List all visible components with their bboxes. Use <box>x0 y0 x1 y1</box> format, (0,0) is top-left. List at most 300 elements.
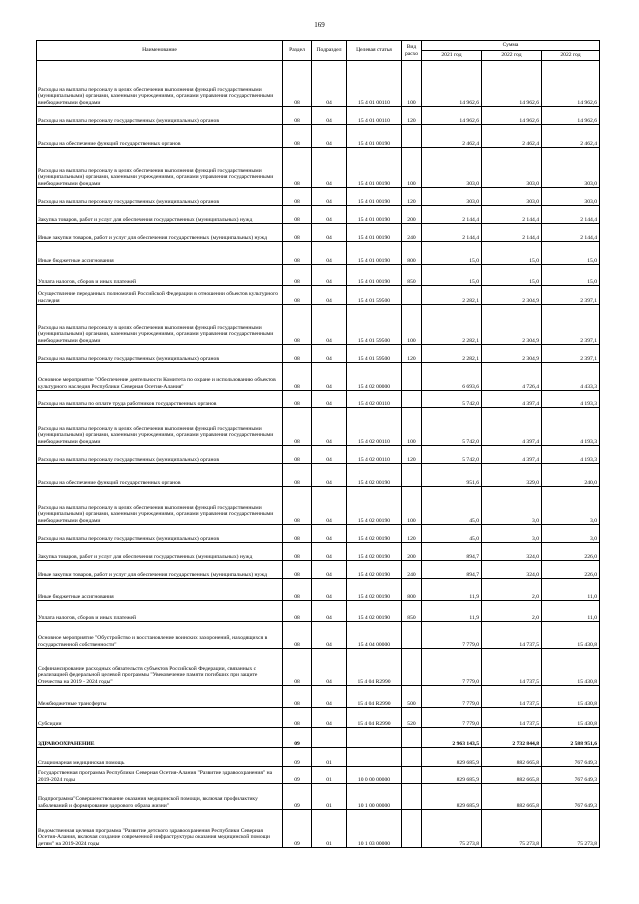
row-sum-2022: 75 273,8 <box>482 810 542 848</box>
row-target: 15 4 02 00190 <box>347 543 402 561</box>
row-sum-2021: 5 742,0 <box>422 446 482 464</box>
row-name: Расходы на выплаты персоналу в целях обеспечения выполнения функций государственными (муниципальными) органами, казенными учреждениями, органами управления государственными внебюджетными фондами <box>37 61 283 107</box>
row-kind: 100 <box>402 305 422 345</box>
row-kind <box>402 784 422 810</box>
row-sum-2022: 303,0 <box>482 148 542 188</box>
table-row <box>37 708 600 728</box>
row-subsection: 04 <box>312 446 347 464</box>
row-name: Основное мероприятие "Обустройство и восстановление воинских захоронений, находящихся в государственной собственности" <box>37 622 283 649</box>
row-section: 08 <box>283 61 312 107</box>
row-sum-2022: 3,0 <box>482 525 542 543</box>
table-row <box>37 525 600 543</box>
row-sum-2022: 2,0 <box>482 579 542 601</box>
row-name: Закупка товаров, работ и услуг для обеспечения государственных (муниципальных) нужд <box>37 543 283 561</box>
row-section: 08 <box>283 391 312 408</box>
row-sum-2021: 829 685,9 <box>422 767 482 784</box>
row-name: Расходы на выплаты персоналу государственных (муниципальных) органов <box>37 446 283 464</box>
row-sum-2022: 15,0 <box>482 265 542 286</box>
table-row <box>37 305 600 345</box>
table-row <box>37 767 600 784</box>
row-section: 08 <box>283 561 312 579</box>
row-name: Расходы на выплаты персоналу государственных (муниципальных) органов <box>37 525 283 543</box>
row-target: 15 4 02 00110 <box>347 446 402 464</box>
row-section: 09 <box>283 748 312 767</box>
table-row <box>37 206 600 224</box>
row-subsection: 04 <box>312 601 347 622</box>
row-target: 15 4 01 00190 <box>347 148 402 188</box>
header-sum: Сумма <box>422 41 600 51</box>
row-name: Основное мероприятие "Обеспечение деятельности Комитета по охране и использованию объектов культурного наследия Республики Северная Осетия-Алания" <box>37 363 283 391</box>
row-sum-2023: 767 649,3 <box>542 784 600 810</box>
row-sum-2023: 2 144,4 <box>542 206 600 224</box>
row-sum-2021: 6 693,6 <box>422 363 482 391</box>
row-name: Ведомственная целевая программа "Развитие детского здравоохранения Республики Северная Осетия-Алания, включая создание современной инфраструктуры оказания медицинской помощи детям" на 2019-2024 годы <box>37 810 283 848</box>
row-subsection: 04 <box>312 561 347 579</box>
row-section: 08 <box>283 345 312 363</box>
row-kind: 120 <box>402 525 422 543</box>
row-subsection: 04 <box>312 363 347 391</box>
header-year-2023: 2022 год <box>542 51 600 61</box>
row-sum-2022: 882 665,8 <box>482 767 542 784</box>
row-sum-2022: 2 144,4 <box>482 206 542 224</box>
row-target: 15 4 02 00000 <box>347 363 402 391</box>
row-kind <box>402 622 422 649</box>
row-target: 10 0 00 00000 <box>347 767 402 784</box>
row-kind: 520 <box>402 708 422 728</box>
row-section: 09 <box>283 810 312 848</box>
row-sum-2023: 14 962,6 <box>542 107 600 125</box>
row-kind <box>402 748 422 767</box>
row-name: Расходы на выплаты персоналу государственных (муниципальных) органов <box>37 345 283 363</box>
row-section: 08 <box>283 543 312 561</box>
row-sum-2021: 15,0 <box>422 242 482 265</box>
row-name: Иные закупки товаров, работ и услуг для обеспечения государственных (муниципальных) нужд <box>37 224 283 242</box>
row-subsection: 04 <box>312 708 347 728</box>
row-sum-2023: 75 273,8 <box>542 810 600 848</box>
row-section: 08 <box>283 107 312 125</box>
row-sum-2022: 2 462,4 <box>482 125 542 148</box>
row-target: 15 4 02 00190 <box>347 525 402 543</box>
row-subsection: 04 <box>312 125 347 148</box>
row-sum-2022: 3,0 <box>482 487 542 525</box>
row-kind: 100 <box>402 408 422 446</box>
row-sum-2021: 951,6 <box>422 464 482 487</box>
row-name: ЗДРАВООХРАНЕНИЕ <box>37 728 283 748</box>
row-section: 08 <box>283 206 312 224</box>
row-name: Подпрограмма"Совершенствование оказания медицинской помощи, включая профилактику заболеваний и формирование здорового образа жизни" <box>37 784 283 810</box>
row-name: Иные бюджетные ассигнования <box>37 579 283 601</box>
row-sum-2022: 324,0 <box>482 561 542 579</box>
row-sum-2022: 303,0 <box>482 188 542 206</box>
header-target: Целевая статья <box>347 41 402 61</box>
row-target: 15 4 01 00190 <box>347 265 402 286</box>
row-name: Иные бюджетные ассигнования <box>37 242 283 265</box>
row-section: 08 <box>283 525 312 543</box>
row-sum-2021: 11,9 <box>422 579 482 601</box>
table-row <box>37 363 600 391</box>
row-sum-2023: 4 193,3 <box>542 446 600 464</box>
row-section: 08 <box>283 286 312 305</box>
row-name: Расходы на выплаты персоналу в целях обеспечения выполнения функций государственными (муниципальными) органами, казенными учреждениями, органами управления государственными внебюджетными фондами <box>37 408 283 446</box>
row-sum-2021: 894,7 <box>422 561 482 579</box>
row-sum-2022: 14 737,5 <box>482 649 542 686</box>
row-kind <box>402 464 422 487</box>
row-sum-2022: 4 726,4 <box>482 363 542 391</box>
table-row <box>37 408 600 446</box>
row-sum-2021: 829 685,9 <box>422 784 482 810</box>
row-sum-2022: 14 737,5 <box>482 708 542 728</box>
header-year-2021: 2021 год <box>422 51 482 61</box>
row-subsection: 04 <box>312 622 347 649</box>
row-subsection: 04 <box>312 464 347 487</box>
row-kind <box>402 286 422 305</box>
row-sum-2023: 15,0 <box>542 242 600 265</box>
row-name: Межбюджетные трансферты <box>37 686 283 708</box>
row-subsection: 04 <box>312 686 347 708</box>
row-sum-2023: 4 433,3 <box>542 363 600 391</box>
row-kind: 500 <box>402 686 422 708</box>
row-sum-2023: 226,0 <box>542 543 600 561</box>
table-row <box>37 125 600 148</box>
table-row <box>37 107 600 125</box>
row-subsection: 04 <box>312 391 347 408</box>
row-sum-2021: 2 282,1 <box>422 305 482 345</box>
row-section: 08 <box>283 224 312 242</box>
row-subsection: 01 <box>312 784 347 810</box>
row-sum-2021: 75 273,8 <box>422 810 482 848</box>
row-subsection: 04 <box>312 525 347 543</box>
row-subsection: 01 <box>312 748 347 767</box>
row-section: 08 <box>283 408 312 446</box>
table-row <box>37 345 600 363</box>
row-sum-2023: 15 430,8 <box>542 686 600 708</box>
header-name: Наименование <box>37 41 283 61</box>
row-target: 15 4 02 00110 <box>347 391 402 408</box>
row-sum-2022: 324,0 <box>482 543 542 561</box>
header-subsection: Подраздел <box>312 41 347 61</box>
row-name: Софинансирование расходных обязательств субъектов Российской Федерации, связанных с реализацией федеральной целевой программы "Увековечение памяти погибших при защите Отечества на 2019 - 2024 годы" <box>37 649 283 686</box>
row-sum-2021: 2 144,4 <box>422 224 482 242</box>
row-kind <box>402 810 422 848</box>
row-target: 15 4 01 00110 <box>347 107 402 125</box>
table-row <box>37 265 600 286</box>
row-subsection: 04 <box>312 649 347 686</box>
row-name: Расходы на выплаты персоналу государственных (муниципальных) органов <box>37 107 283 125</box>
row-subsection: 04 <box>312 206 347 224</box>
row-kind: 240 <box>402 224 422 242</box>
row-subsection: 01 <box>312 767 347 784</box>
row-kind: 100 <box>402 487 422 525</box>
table-row <box>37 748 600 767</box>
row-sum-2022: 14 962,6 <box>482 107 542 125</box>
row-sum-2023: 3,0 <box>542 487 600 525</box>
table-row <box>37 728 600 748</box>
row-sum-2022: 4 397,4 <box>482 446 542 464</box>
row-sum-2023: 11,0 <box>542 601 600 622</box>
row-sum-2022: 2 304,9 <box>482 305 542 345</box>
row-subsection: 04 <box>312 305 347 345</box>
header-kind: Вид расхо <box>402 41 422 61</box>
row-sum-2023: 3,0 <box>542 525 600 543</box>
header-year-2022: 2022 год <box>482 51 542 61</box>
row-subsection: 04 <box>312 579 347 601</box>
row-sum-2023: 2 144,4 <box>542 224 600 242</box>
row-sum-2022: 882 665,8 <box>482 748 542 767</box>
table-row <box>37 224 600 242</box>
header-section: Раздел <box>283 41 312 61</box>
row-subsection: 04 <box>312 408 347 446</box>
row-sum-2021: 2 462,4 <box>422 125 482 148</box>
row-sum-2022: 2,0 <box>482 601 542 622</box>
row-sum-2023: 226,0 <box>542 561 600 579</box>
row-sum-2023: 15,0 <box>542 265 600 286</box>
row-target: 15 4 01 00190 <box>347 188 402 206</box>
row-name: Уплата налогов, сборов и иных платежей <box>37 601 283 622</box>
row-kind: 120 <box>402 188 422 206</box>
row-sum-2022: 882 665,8 <box>482 784 542 810</box>
row-sum-2023: 303,0 <box>542 148 600 188</box>
row-target: 15 4 02 00190 <box>347 561 402 579</box>
row-target: 10 1 03 00000 <box>347 810 402 848</box>
row-sum-2023: 14 962,6 <box>542 61 600 107</box>
table-body <box>37 61 600 848</box>
row-sum-2023: 11,0 <box>542 579 600 601</box>
row-sum-2023: 15 430,8 <box>542 649 600 686</box>
row-kind <box>402 649 422 686</box>
row-sum-2021: 11,9 <box>422 601 482 622</box>
row-sum-2021: 7 779,0 <box>422 686 482 708</box>
row-kind: 850 <box>402 601 422 622</box>
row-target: 15 4 04 00000 <box>347 622 402 649</box>
row-name: Государственная программа Республики Северная Осетия-Алания "Развитие здравоохранения" на 2019-2024 годы <box>37 767 283 784</box>
table-row <box>37 286 600 305</box>
row-kind: 200 <box>402 543 422 561</box>
row-target: 10 1 00 00000 <box>347 784 402 810</box>
row-sum-2021: 45,0 <box>422 487 482 525</box>
row-section: 08 <box>283 363 312 391</box>
row-sum-2021: 303,0 <box>422 148 482 188</box>
row-sum-2021: 2 282,1 <box>422 286 482 305</box>
row-name: Осуществление переданных полномочий Российской Федерации в отношении объектов культурного наследия <box>37 286 283 305</box>
row-name: Иные закупки товаров, работ и услуг для обеспечения государственных (муниципальных) нужд <box>37 561 283 579</box>
row-target: 15 4 01 59500 <box>347 305 402 345</box>
table-row <box>37 487 600 525</box>
row-sum-2022: 2 304,9 <box>482 286 542 305</box>
row-kind <box>402 363 422 391</box>
row-sum-2023: 15 430,8 <box>542 622 600 649</box>
row-kind: 200 <box>402 206 422 224</box>
row-sum-2023: 2 462,4 <box>542 125 600 148</box>
row-sum-2021: 5 742,0 <box>422 391 482 408</box>
row-name: Стационарная медицинская помощь <box>37 748 283 767</box>
row-sum-2023: 767 649,3 <box>542 767 600 784</box>
row-subsection: 04 <box>312 345 347 363</box>
table-row <box>37 61 600 107</box>
row-target: 15 4 04 R2990 <box>347 686 402 708</box>
row-sum-2022: 4 397,4 <box>482 391 542 408</box>
row-target: 15 4 01 00110 <box>347 61 402 107</box>
row-sum-2023: 2 397,1 <box>542 345 600 363</box>
row-sum-2021: 303,0 <box>422 188 482 206</box>
row-subsection: 04 <box>312 265 347 286</box>
row-section: 08 <box>283 686 312 708</box>
row-section: 08 <box>283 125 312 148</box>
page-number: 169 <box>314 21 325 29</box>
row-target: 15 4 02 00190 <box>347 464 402 487</box>
row-section: 08 <box>283 487 312 525</box>
row-target: 15 4 01 00190 <box>347 206 402 224</box>
row-kind: 120 <box>402 107 422 125</box>
row-sum-2022: 2 304,9 <box>482 345 542 363</box>
table-row <box>37 686 600 708</box>
row-sum-2022: 329,0 <box>482 464 542 487</box>
row-kind <box>402 125 422 148</box>
row-sum-2023: 4 193,3 <box>542 408 600 446</box>
row-subsection: 01 <box>312 810 347 848</box>
row-subsection: 04 <box>312 107 347 125</box>
row-section: 08 <box>283 708 312 728</box>
table-row <box>37 561 600 579</box>
row-sum-2022: 14 737,5 <box>482 686 542 708</box>
row-sum-2021: 14 962,6 <box>422 61 482 107</box>
row-subsection: 04 <box>312 286 347 305</box>
row-sum-2021: 2 282,1 <box>422 345 482 363</box>
row-sum-2023: 2 588 951,6 <box>542 728 600 748</box>
table-row <box>37 188 600 206</box>
table-row <box>37 148 600 188</box>
row-sum-2023: 303,0 <box>542 188 600 206</box>
row-target: 15 4 02 00110 <box>347 408 402 446</box>
row-section: 08 <box>283 622 312 649</box>
row-subsection: 04 <box>312 543 347 561</box>
row-target: 15 4 01 59500 <box>347 345 402 363</box>
row-sum-2021: 2 963 143,5 <box>422 728 482 748</box>
row-name: Субсидии <box>37 708 283 728</box>
table-row <box>37 810 600 848</box>
row-kind: 850 <box>402 265 422 286</box>
row-section: 08 <box>283 265 312 286</box>
row-target <box>347 728 402 748</box>
row-section: 09 <box>283 767 312 784</box>
row-kind <box>402 767 422 784</box>
row-sum-2021: 5 742,0 <box>422 408 482 446</box>
row-subsection: 04 <box>312 61 347 107</box>
table-row <box>37 784 600 810</box>
row-sum-2021: 7 779,0 <box>422 708 482 728</box>
row-section: 08 <box>283 649 312 686</box>
row-name: Расходы на обеспечение функций государственных органов <box>37 125 283 148</box>
row-subsection: 04 <box>312 188 347 206</box>
row-target: 15 4 02 00190 <box>347 601 402 622</box>
row-target: 15 4 04 R2990 <box>347 649 402 686</box>
row-name: Расходы на выплаты персоналу в целях обеспечения выполнения функций государственными (муниципальными) органами, казенными учреждениями, органами управления государственными внебюджетными фондами <box>37 305 283 345</box>
table-row <box>37 622 600 649</box>
row-sum-2022: 15,0 <box>482 242 542 265</box>
row-subsection: 04 <box>312 148 347 188</box>
row-subsection: 04 <box>312 224 347 242</box>
row-target: 15 4 01 00190 <box>347 224 402 242</box>
row-target: 15 4 02 00190 <box>347 579 402 601</box>
row-sum-2022: 14 962,6 <box>482 61 542 107</box>
row-name: Расходы на выплаты персоналу в целях обеспечения выполнения функций государственными (муниципальными) органами, казенными учреждениями, органами управления государственными внебюджетными фондами <box>37 148 283 188</box>
row-section: 08 <box>283 579 312 601</box>
row-subsection <box>312 728 347 748</box>
table-row <box>37 601 600 622</box>
row-kind: 240 <box>402 561 422 579</box>
row-sum-2022: 2 732 844,8 <box>482 728 542 748</box>
row-sum-2023: 2 397,1 <box>542 305 600 345</box>
row-kind: 100 <box>402 61 422 107</box>
row-sum-2021: 829 685,9 <box>422 748 482 767</box>
table-row <box>37 543 600 561</box>
row-target: 15 4 01 59500 <box>347 286 402 305</box>
row-target: 15 4 04 R2990 <box>347 708 402 728</box>
table-row <box>37 391 600 408</box>
table-row <box>37 446 600 464</box>
row-target <box>347 748 402 767</box>
row-sum-2023: 15 430,8 <box>542 708 600 728</box>
row-sum-2021: 45,0 <box>422 525 482 543</box>
row-section: 08 <box>283 305 312 345</box>
row-sum-2023: 767 649,3 <box>542 748 600 767</box>
row-section: 08 <box>283 464 312 487</box>
row-target: 15 4 02 00190 <box>347 487 402 525</box>
budget-table <box>36 40 600 848</box>
row-name: Уплата налогов, сборов и иных платежей <box>37 265 283 286</box>
row-sum-2021: 2 144,4 <box>422 206 482 224</box>
row-sum-2021: 894,7 <box>422 543 482 561</box>
row-section: 08 <box>283 242 312 265</box>
row-section: 08 <box>283 148 312 188</box>
table-row <box>37 649 600 686</box>
row-sum-2023: 4 193,3 <box>542 391 600 408</box>
row-section: 09 <box>283 784 312 810</box>
row-sum-2021: 15,0 <box>422 265 482 286</box>
row-name: Расходы на выплаты персоналу государственных (муниципальных) органов <box>37 188 283 206</box>
row-subsection: 04 <box>312 242 347 265</box>
row-sum-2022: 4 397,4 <box>482 408 542 446</box>
row-kind: 800 <box>402 579 422 601</box>
row-kind: 100 <box>402 148 422 188</box>
row-target: 15 4 01 00190 <box>347 242 402 265</box>
table-row <box>37 464 600 487</box>
row-kind: 120 <box>402 446 422 464</box>
row-sum-2021: 7 779,0 <box>422 622 482 649</box>
row-kind <box>402 728 422 748</box>
row-section: 09 <box>283 728 312 748</box>
row-sum-2023: 2 397,1 <box>542 286 600 305</box>
row-subsection: 04 <box>312 487 347 525</box>
row-sum-2022: 14 737,5 <box>482 622 542 649</box>
row-sum-2021: 14 962,6 <box>422 107 482 125</box>
row-section: 08 <box>283 188 312 206</box>
table-row <box>37 579 600 601</box>
row-kind: 120 <box>402 345 422 363</box>
row-kind <box>402 391 422 408</box>
table-row <box>37 242 600 265</box>
row-sum-2022: 2 144,4 <box>482 224 542 242</box>
row-name: Расходы на обеспечение функций государственных органов <box>37 464 283 487</box>
row-sum-2021: 7 779,0 <box>422 649 482 686</box>
row-kind: 800 <box>402 242 422 265</box>
row-section: 08 <box>283 601 312 622</box>
row-name: Расходы на выплаты по оплате труда работников государственных органов <box>37 391 283 408</box>
row-name: Расходы на выплаты персоналу в целях обеспечения выполнения функций государственными (муниципальными) органами, казенными учреждениями, органами управления государственными внебюджетными фондами <box>37 487 283 525</box>
row-section: 08 <box>283 446 312 464</box>
row-target: 15 4 01 00190 <box>347 125 402 148</box>
row-name: Закупка товаров, работ и услуг для обеспечения государственных (муниципальных) нужд <box>37 206 283 224</box>
row-sum-2023: 240,0 <box>542 464 600 487</box>
